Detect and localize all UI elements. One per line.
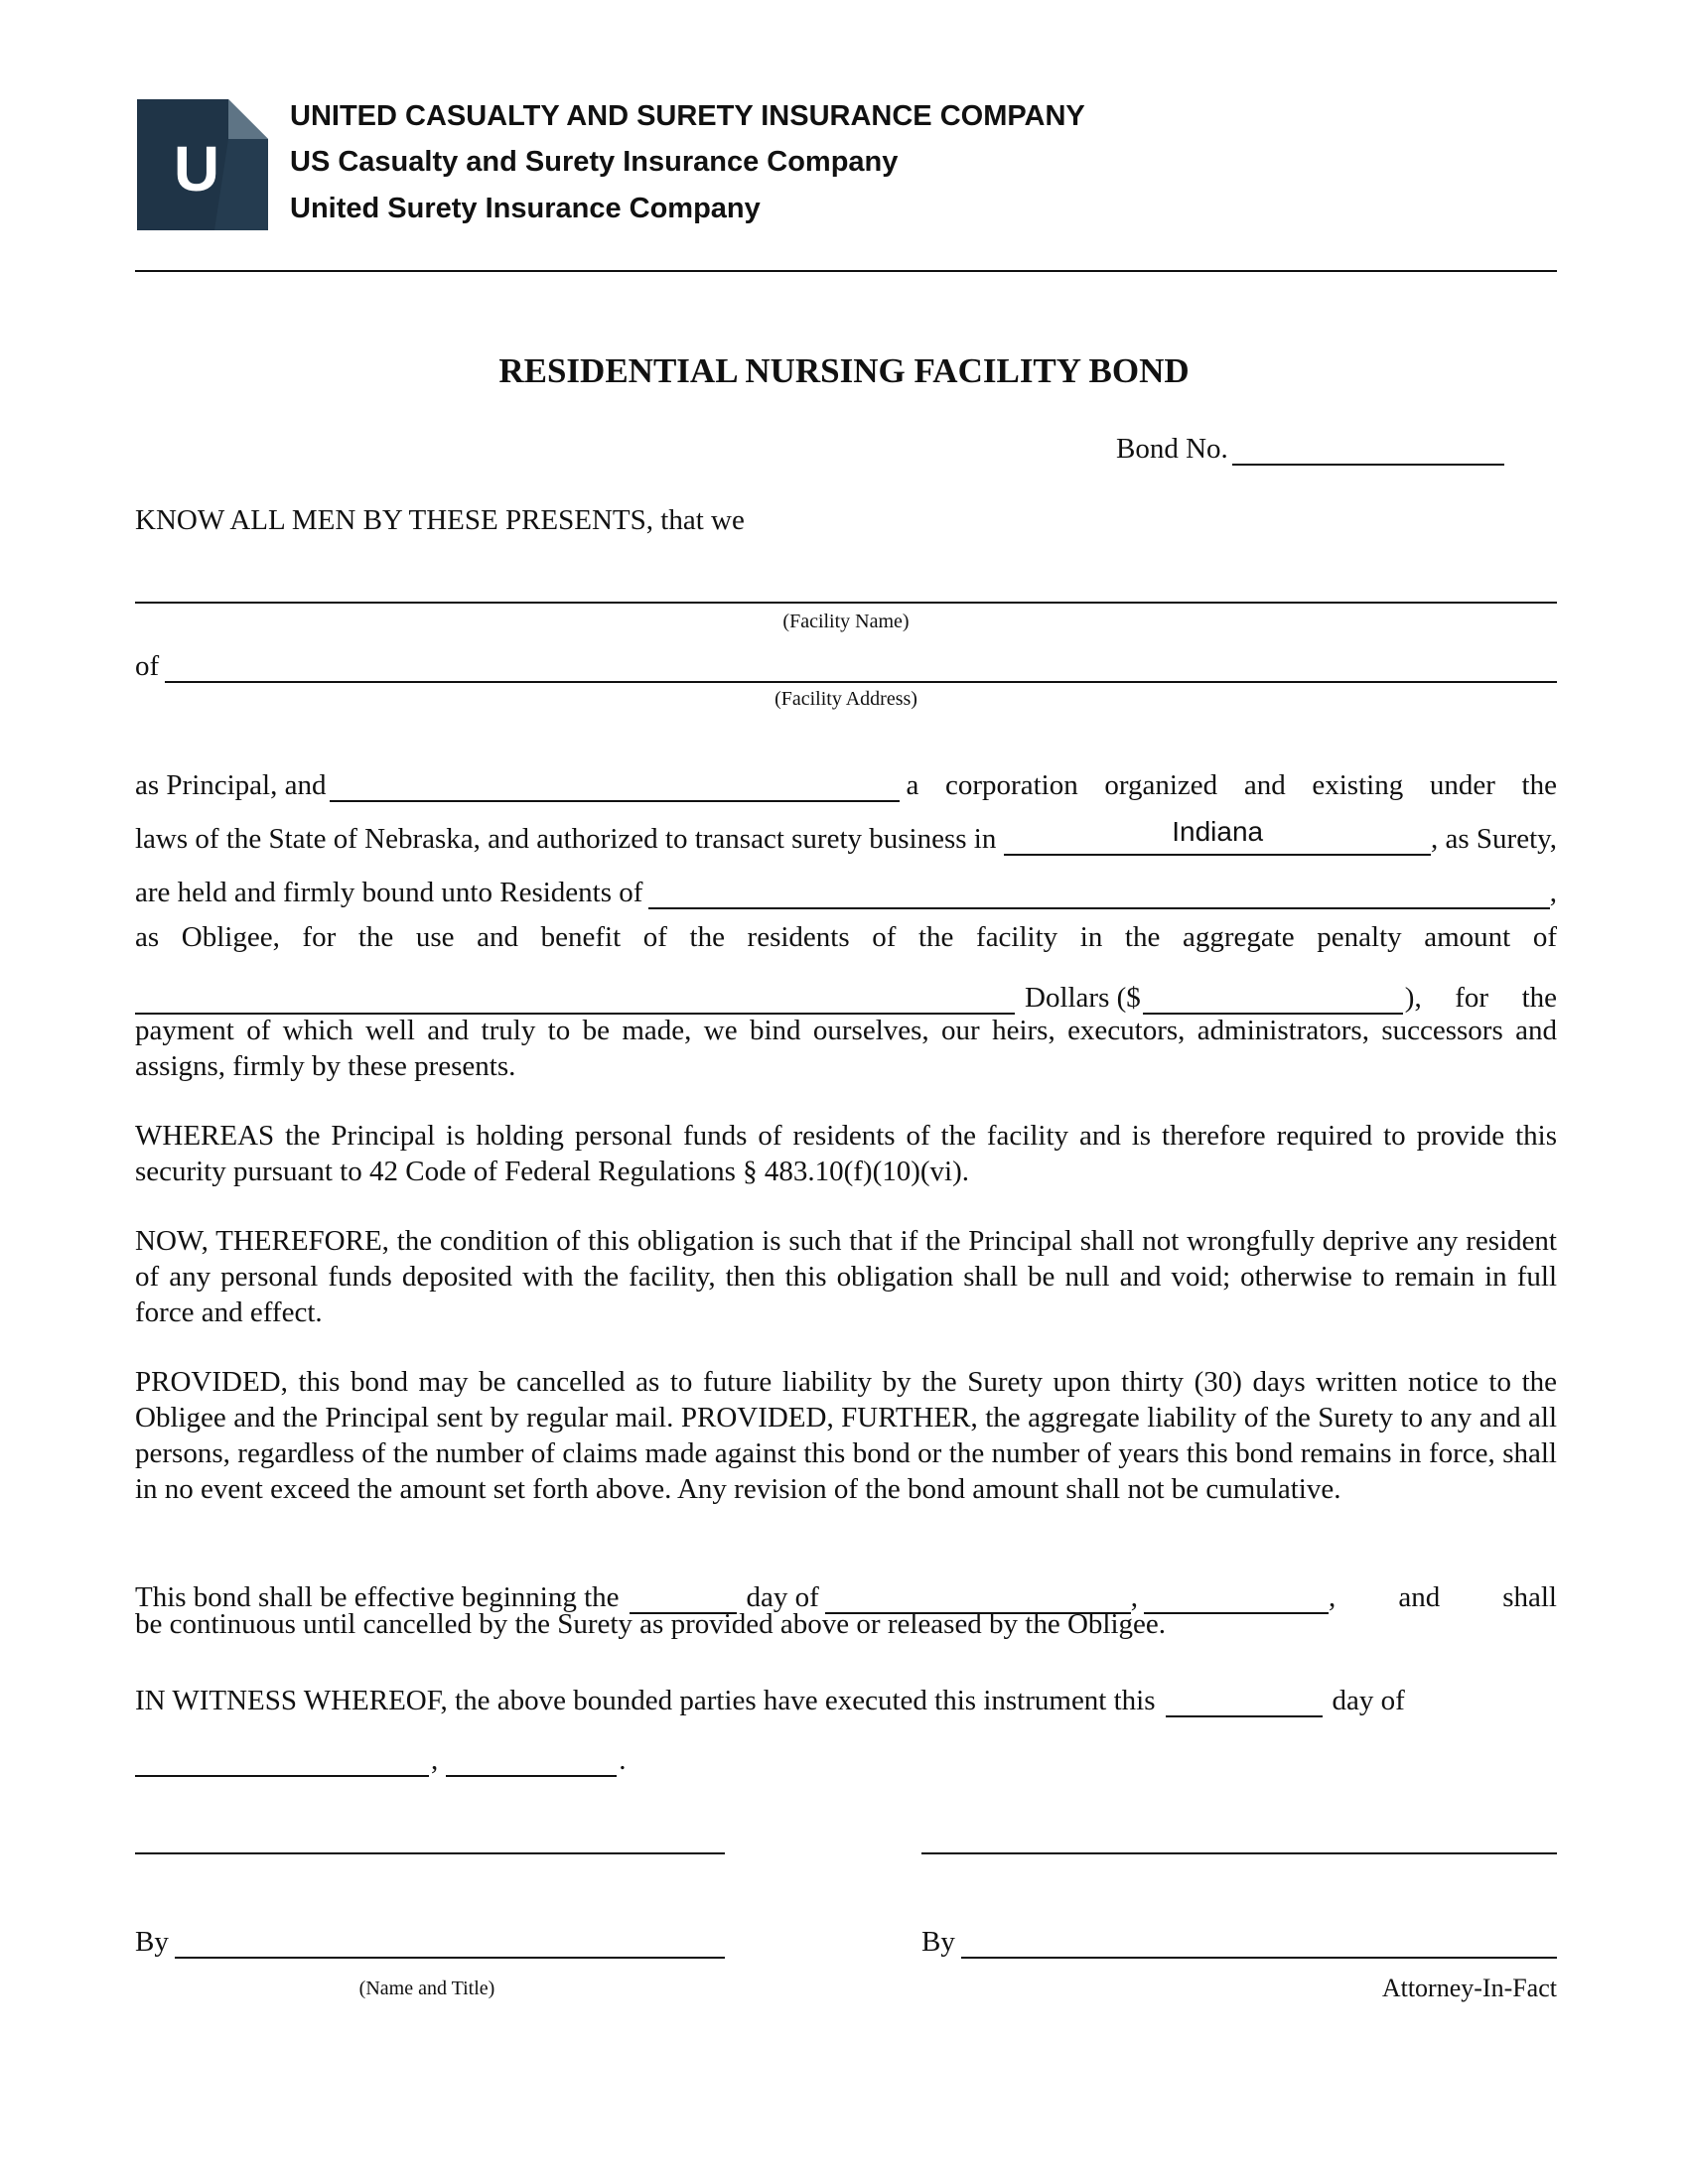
bond-number-row: [1116, 433, 1510, 466]
dollars-text: Dollars ($: [1025, 982, 1141, 1014]
attorney-in-fact-field[interactable]: [961, 1927, 1557, 1959]
for-the-text: ), for the: [1404, 982, 1557, 1014]
provided-paragraph: PROVIDED, this bond may be cancelled as to future liability by the Surety upon thirty (30) days written notice to the Obligee and the Principal sent by regular mail. PROVIDED, FURTHER, the aggregate liability of the Surety to any and all persons, regardless of the number of claims made against this bond or the number of years this bond remains in force, shall in no event exceed the amount set forth above. Any revision of the bond amount shall not be cumulative.: [135, 1366, 1557, 1505]
witness-period: .: [619, 1744, 627, 1776]
now-therefore-paragraph: NOW, THEREFORE, the condition of this obligation is such that if the Principal shall not wrongfully deprive any resident of any personal funds deposited with the facility, then this obligation shall be null and void; otherwise to remain in full force and effect.: [135, 1225, 1557, 1328]
principal-by-row: [135, 1926, 725, 1959]
of-label: of: [135, 650, 160, 682]
penalty-amount-words-field[interactable]: [135, 983, 1015, 1015]
facility-address-caption: (Facility Address): [774, 688, 917, 710]
principal-name-title-field[interactable]: [175, 1927, 725, 1959]
intro-text: KNOW ALL MEN BY THESE PRESENTS, that we: [135, 504, 745, 536]
surety-by-row: [921, 1926, 1557, 1959]
whereas-paragraph: WHEREAS the Principal is holding personal funds of residents of the facility and is therefore required to provide this security pursuant to 42 Code of Federal Regulations § 483.10(f)(10)(vi).: [135, 1120, 1557, 1187]
as-surety-text: , as Surety,: [1431, 823, 1557, 855]
logo-letter: U: [173, 133, 220, 205]
facility-address-row: [135, 643, 1557, 683]
effective-continuation-text: be continuous until cancelled by the Surety as provided above or released by the Obligee.: [135, 1608, 1167, 1640]
witness-month-field[interactable]: [135, 1745, 429, 1777]
bond-no-label: Bond No.: [1116, 433, 1228, 465]
witness-text: IN WITNESS WHEREOF, the above bounded parties have executed this instrument this: [135, 1685, 1156, 1716]
document-title: RESIDENTIAL NURSING FACILITY BOND: [498, 351, 1190, 390]
surety-name-field[interactable]: [330, 770, 900, 802]
principal-signature-line[interactable]: [135, 1852, 725, 1854]
attorney-in-fact-caption: Attorney-In-Fact: [1381, 1974, 1557, 2002]
facility-name-caption: (Facility Name): [782, 611, 910, 632]
as-principal-text: as Principal, and: [135, 769, 327, 801]
surety-state-field[interactable]: [1004, 816, 1431, 856]
obligee-text: as Obligee, for the use and benefit of the residents of the facility in the aggregate penalty amount of: [135, 921, 1557, 953]
company-name-1: UNITED CASUALTY AND SURETY INSURANCE COMPANY: [290, 100, 1085, 132]
residents-comma: ,: [1549, 877, 1557, 908]
facility-address-field[interactable]: [165, 651, 1557, 683]
witness-year-field[interactable]: [446, 1745, 617, 1777]
laws-row: [135, 816, 1557, 856]
dollars-row: [135, 975, 1557, 1015]
effective-comma: ,: [1130, 1581, 1139, 1613]
penalty-amount-number-field[interactable]: [1143, 983, 1403, 1015]
effective-day-of-text: day of: [746, 1581, 819, 1613]
company-name-2: US Casualty and Surety Insurance Company: [290, 146, 899, 178]
witness-date-row: [135, 1737, 1557, 1777]
company-logo: [137, 99, 268, 230]
by-label-right: By: [921, 1926, 955, 1958]
witness-comma: ,: [431, 1744, 439, 1776]
company-name-3: United Surety Insurance Company: [290, 193, 761, 224]
held-text: are held and firmly bound unto Residents of: [135, 877, 643, 908]
witness-day-field[interactable]: [1166, 1686, 1323, 1717]
principal-row: [135, 762, 1557, 802]
effective-year-field[interactable]: [1144, 1582, 1329, 1614]
logo-icon: [137, 99, 268, 230]
residents-of-field[interactable]: [648, 878, 1549, 909]
laws-text: laws of the State of Nebraska, and authorized to transact surety business in: [135, 823, 997, 855]
by-label-left: By: [135, 1926, 169, 1958]
header-divider: [135, 270, 1557, 272]
corporation-text: a corporation organized and existing under the: [906, 769, 1557, 801]
payment-text: payment of which well and truly to be made, we bind ourselves, our heirs, executors, administrators, successors and assigns, firmly by these presents.: [135, 1015, 1557, 1082]
facility-name-field[interactable]: [135, 602, 1557, 604]
witness-row: [135, 1678, 1557, 1717]
witness-day-of-text: day of: [1332, 1685, 1405, 1716]
effective-beginning-text: This bond shall be effective beginning the: [135, 1581, 620, 1613]
and-shall-text: , and shall: [1329, 1581, 1557, 1613]
name-title-caption: (Name and Title): [358, 1978, 495, 1999]
bond-number-field[interactable]: [1232, 434, 1504, 466]
residents-row: [135, 870, 1557, 909]
surety-state-value: Indiana: [1172, 816, 1264, 847]
surety-signature-line[interactable]: [921, 1852, 1557, 1854]
